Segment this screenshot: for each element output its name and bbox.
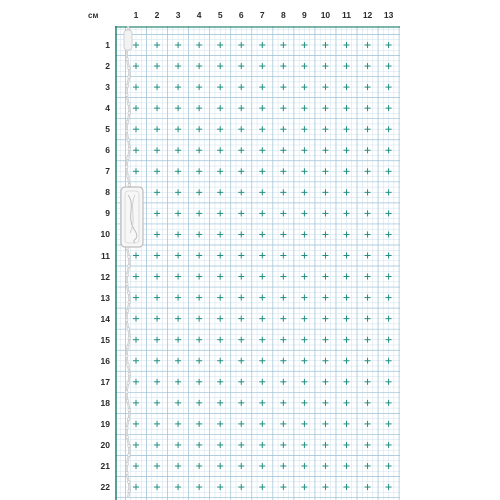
y-tick-label-18: 18: [100, 397, 110, 408]
y-tick-label-2: 2: [105, 61, 110, 72]
x-tick-label-8: 8: [280, 10, 286, 20]
y-tick-label-3: 3: [105, 82, 110, 93]
x-tick-label-3: 3: [175, 10, 181, 20]
x-tick-label-13: 13: [383, 10, 394, 20]
x-tick-label-7: 7: [259, 10, 265, 20]
y-tick-label-22: 22: [100, 482, 110, 493]
y-tick-label-20: 20: [100, 439, 110, 450]
y-tick-label-1: 1: [105, 40, 110, 50]
x-tick-label-6: 6: [238, 10, 244, 20]
hanging-clip-icon: [121, 187, 143, 247]
y-tick-label-16: 16: [100, 355, 110, 366]
y-tick-label-4: 4: [105, 103, 110, 114]
y-tick-label-13: 13: [100, 292, 110, 303]
x-tick-label-10: 10: [320, 10, 331, 20]
x-tick-label-5: 5: [217, 10, 223, 20]
x-tick-label-9: 9: [302, 10, 307, 20]
grid-chart: [115, 26, 400, 500]
unit-label: см: [88, 11, 99, 20]
y-tick-label-7: 7: [105, 166, 110, 177]
x-tick-label-4: 4: [196, 10, 202, 20]
x-tick-label-11: 11: [342, 10, 351, 20]
x-tick-label-2: 2: [154, 10, 160, 20]
y-tick-label-6: 6: [105, 145, 110, 156]
y-tick-label-17: 17: [100, 376, 110, 387]
y-tick-label-9: 9: [105, 208, 110, 219]
x-tick-label-12: 12: [362, 10, 373, 20]
y-tick-label-10: 10: [100, 229, 110, 240]
y-tick-label-19: 19: [100, 418, 110, 429]
y-tick-label-8: 8: [105, 187, 110, 198]
x-tick-label-1: 1: [133, 10, 139, 20]
y-tick-label-5: 5: [105, 124, 110, 135]
y-tick-label-14: 14: [100, 313, 110, 324]
y-tick-label-11: 11: [101, 250, 110, 261]
y-tick-label-12: 12: [100, 271, 110, 282]
y-tick-label-15: 15: [100, 334, 110, 345]
y-tick-label-21: 21: [100, 461, 110, 471]
